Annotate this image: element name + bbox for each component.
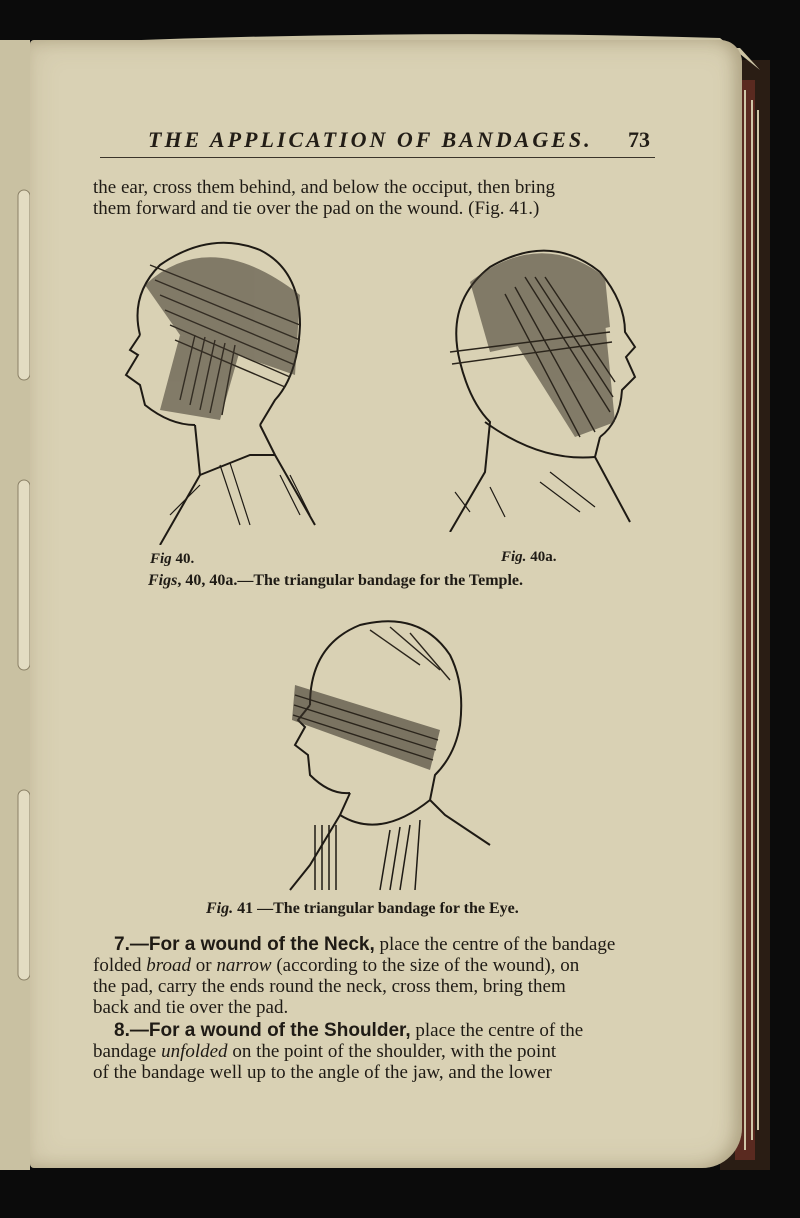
- section8-line-3: of the bandage well up to the angle of the jaw, and the lower: [93, 1062, 552, 1083]
- fig40-label: Fig 40.: [150, 551, 195, 567]
- header-rule: [100, 157, 655, 158]
- section7-line-2: folded broad or narrow (according to the size of the wound), on: [93, 955, 580, 976]
- section7-line-1: 7.—For a wound of the Neck, place the centre of the bandage: [114, 934, 616, 955]
- caption-fig-41: Fig. 41 —The triangular bandage for the Eye.: [206, 900, 519, 917]
- running-head: THE APPLICATION OF BANDAGES.: [148, 127, 593, 152]
- section8-line-1: 8.—For a wound of the Shoulder, place the centre of the: [114, 1020, 584, 1041]
- section7-line-3: the pad, carry the ends round the neck, cross them, bring them: [93, 976, 566, 997]
- fig40a-illustration: [430, 232, 650, 532]
- caption-figs-40-40a: Figs, 40, 40a.—The triangular bandage for the Temple.: [148, 572, 523, 589]
- fig40a-label: Fig. 40a.: [501, 549, 557, 565]
- fig41-illustration: [270, 615, 500, 895]
- section8-line-2: bandage unfolded on the point of the shoulder, with the point: [93, 1041, 557, 1062]
- fig40-illustration: [100, 225, 330, 545]
- intro-line-2: them forward and tie over the pad on the wound. (Fig. 41.): [93, 198, 540, 219]
- intro-line-1: the ear, cross them behind, and below the occiput, then bring: [93, 177, 555, 198]
- page-number: 73: [628, 127, 650, 152]
- section7-line-4: back and tie over the pad.: [93, 997, 289, 1018]
